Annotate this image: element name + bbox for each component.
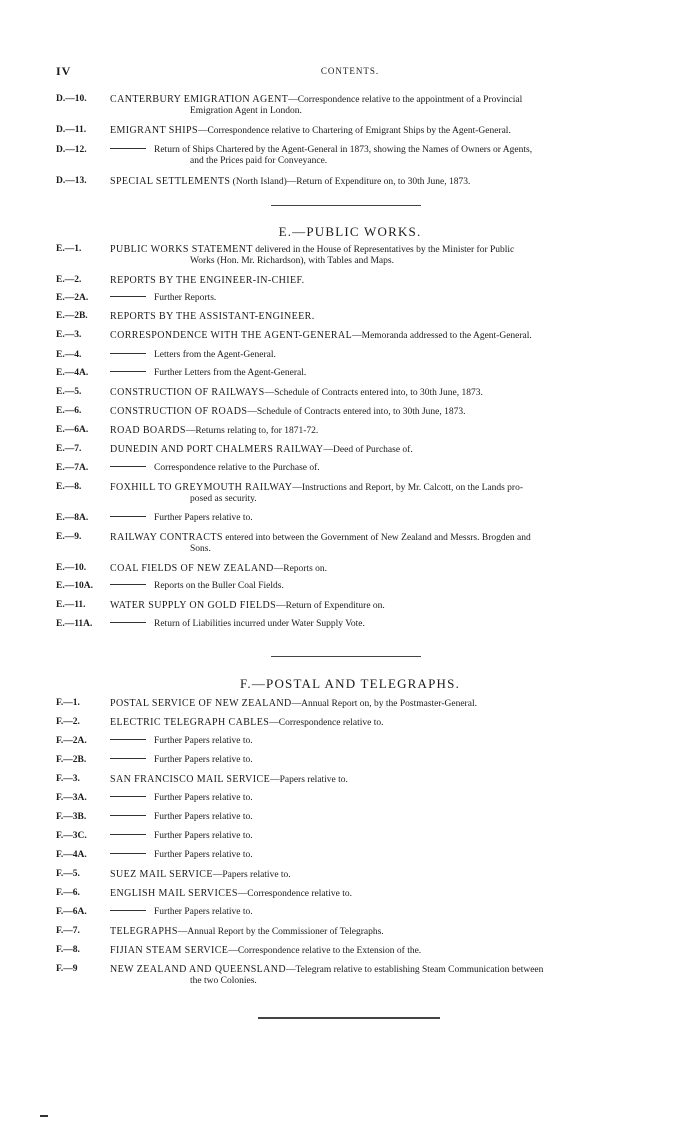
entry-body: [110, 888, 656, 900]
contents-entry: [56, 425, 656, 437]
contents-entry: [56, 244, 656, 267]
entry-description: Further Letters from the Agent-General.: [154, 368, 307, 378]
entry-body: [110, 125, 656, 137]
ditto-dash: [110, 758, 146, 759]
entry-code: F.—7.: [56, 926, 80, 936]
entry-continuation: Works (Hon. Mr. Richardson), with Tables and Maps.: [190, 256, 394, 266]
entry-code: E.—4A.: [56, 368, 89, 378]
entry-title: REPORTS BY THE ENGINEER-IN-CHIEF.: [110, 275, 305, 286]
entry-description: Further Papers relative to.: [154, 831, 253, 841]
contents-entry: [56, 581, 656, 592]
entry-description: —Schedule of Contracts entered into, to 30th June, 1873.: [247, 407, 466, 417]
entry-line: [110, 755, 656, 766]
entry-line: [110, 368, 656, 379]
ditto-dash: [110, 622, 146, 623]
entry-title: WATER SUPPLY ON GOLD FIELDS: [110, 600, 277, 611]
contents-entry: [56, 387, 656, 399]
contents-entry: [56, 926, 656, 938]
entry-body: [110, 926, 656, 938]
entry-description: Letters from the Agent-General.: [154, 350, 276, 360]
contents-entry: [56, 812, 656, 823]
section-divider: [271, 205, 421, 206]
ditto-dash: [110, 834, 146, 835]
entry-line: [110, 94, 656, 106]
section-heading-e: E.—PUBLIC WORKS.: [278, 224, 422, 239]
contents-entry: [56, 600, 656, 612]
entry-body: [110, 387, 656, 399]
entry-body: [110, 275, 656, 287]
entry-body: [110, 330, 656, 342]
entry-continuation: Emigration Agent in London.: [190, 106, 302, 116]
entry-description: Further Papers relative to.: [154, 513, 253, 523]
entry-continuation: posed as security.: [190, 494, 257, 504]
contents-entry: [56, 964, 656, 987]
entry-body: [110, 581, 656, 592]
ditto-dash: [110, 739, 146, 740]
entry-body: [110, 244, 656, 267]
entry-description: Correspondence relative to the Purchase of.: [154, 463, 320, 473]
entry-title: SPECIAL SETTLEMENTS: [110, 176, 231, 187]
contents-entry: [56, 444, 656, 456]
ditto-dash: [110, 353, 146, 354]
entry-code: E.—5.: [56, 387, 82, 397]
entry-code: D.—13.: [56, 176, 87, 186]
entry-body: [110, 698, 656, 710]
contents-entry: [56, 793, 656, 804]
entry-description: Further Reports.: [154, 293, 217, 303]
entry-line: [110, 850, 656, 861]
entry-continuation: the two Colonies.: [190, 976, 257, 986]
ditto-dash: [110, 853, 146, 854]
entry-body: [110, 293, 656, 304]
entry-line: [110, 619, 656, 630]
contents-entry: [56, 888, 656, 900]
contents-entry: [56, 619, 656, 630]
entry-code: F.—2.: [56, 717, 80, 727]
entry-description: —Schedule of Contracts entered into, to 30th June, 1873.: [264, 388, 483, 398]
entry-body: [110, 368, 656, 379]
entry-description: Further Papers relative to.: [154, 812, 253, 822]
entry-description: —Papers relative to.: [212, 870, 291, 880]
entry-code: F.—2B.: [56, 755, 87, 765]
contents-entry: [56, 293, 656, 304]
entry-continuation: and the Prices paid for Conveyance.: [190, 156, 328, 166]
entry-code: E.—6A.: [56, 425, 89, 435]
entry-body: [110, 463, 656, 474]
entry-code: E.—3.: [56, 330, 82, 340]
entry-line: [110, 176, 656, 188]
entry-title: RAILWAY CONTRACTS: [110, 532, 223, 543]
entry-description: —Return of Expenditure on.: [276, 601, 385, 611]
contents-entry: [56, 350, 656, 361]
entry-code: E.—11.: [56, 600, 86, 610]
entry-title: ROAD BOARDS: [110, 425, 186, 436]
contents-entry: [56, 774, 656, 786]
entry-title: TELEGRAPHS: [110, 926, 178, 937]
entry-body: [110, 444, 656, 456]
entry-description: —Papers relative to.: [270, 775, 348, 785]
entry-line: [110, 463, 656, 474]
entry-code: E.—11A.: [56, 619, 93, 629]
entry-description: —Correspondence relative to Chartering of Emigrant Ships by the Agent-General.: [197, 126, 511, 136]
entry-code: E.—2.: [56, 275, 82, 285]
entry-line: [110, 482, 656, 494]
entry-description: entered into between the Government of New Zealand and Messrs. Brogden and: [222, 533, 531, 543]
contents-entry: [56, 532, 656, 555]
entry-description: Return of Liabilities incurred under Water Supply Vote.: [154, 619, 365, 629]
contents-entry: [56, 563, 656, 575]
entry-description: —Memoranda addressed to the Agent-General.: [352, 331, 532, 341]
contents-entry: [56, 907, 656, 918]
contents-entry: [56, 717, 656, 729]
entry-code: F.—4A.: [56, 850, 87, 860]
ditto-dash: [110, 516, 146, 517]
entry-code: E.—2A.: [56, 293, 89, 303]
entry-code: E.—8A.: [56, 513, 89, 523]
entry-description: —Telegram relative to establishing Steam Communication between: [286, 965, 544, 975]
entry-code: D.—11.: [56, 125, 87, 135]
contents-entry: [56, 945, 656, 957]
entry-description: —Reports on.: [273, 564, 328, 574]
entry-code: D.—12.: [56, 145, 87, 155]
entry-description: —Annual Report on, by the Postmaster-General.: [291, 699, 477, 709]
entry-code: E.—7A.: [56, 463, 89, 473]
end-rule: [258, 1017, 440, 1021]
entry-line: [110, 311, 656, 323]
entry-body: [110, 600, 656, 612]
entry-title: SAN FRANCISCO MAIL SERVICE: [110, 774, 271, 785]
contents-entry: [56, 311, 656, 323]
entry-description: —Correspondence relative to the appointment of a Provincial: [288, 95, 523, 105]
entry-title: ELECTRIC TELEGRAPH CABLES: [110, 717, 270, 728]
entry-code: F.—3C.: [56, 831, 87, 841]
entry-title: COAL FIELDS OF NEW ZEALAND: [110, 563, 274, 574]
entry-line: [110, 831, 656, 842]
entry-body: [110, 907, 656, 918]
entry-line: [110, 964, 656, 976]
contents-entry: [56, 463, 656, 474]
entry-body: [110, 850, 656, 861]
ditto-dash: [110, 910, 146, 911]
entry-line: [110, 600, 656, 612]
entry-body: [110, 176, 656, 188]
entry-title: PUBLIC WORKS STATEMENT: [110, 244, 253, 255]
entry-code: F.—9: [56, 964, 78, 974]
entry-continuation: Sons.: [190, 544, 211, 554]
contents-entry: [56, 94, 656, 117]
entry-title: DUNEDIN AND PORT CHALMERS RAILWAY: [110, 444, 324, 455]
entry-code: F.—5.: [56, 869, 80, 879]
entry-description: Further Papers relative to.: [154, 850, 253, 860]
ditto-dash: [110, 796, 146, 797]
entry-code: D.—10.: [56, 94, 87, 104]
page-number: IV: [56, 64, 72, 78]
entry-code: F.—6A.: [56, 907, 87, 917]
entry-title: CONSTRUCTION OF RAILWAYS: [110, 387, 265, 398]
entry-code: E.—10A.: [56, 581, 93, 591]
entry-line: [110, 717, 656, 729]
contents-entry: [56, 176, 656, 188]
entry-line: [110, 444, 656, 456]
entry-line: [110, 244, 656, 256]
entry-description: —Correspondence relative to.: [269, 718, 384, 728]
entry-code: F.—1.: [56, 698, 80, 708]
entry-line: [110, 869, 656, 881]
entry-line: [110, 145, 656, 156]
ditto-dash: [110, 296, 146, 297]
entry-line: [110, 793, 656, 804]
entry-line: [110, 945, 656, 957]
entry-description: Further Papers relative to.: [154, 736, 253, 746]
entry-description: (North Island)—Return of Expenditure on, to 30th June, 1873.: [230, 177, 471, 187]
entry-line: [110, 275, 656, 287]
entry-title: NEW ZEALAND AND QUEENSLAND: [110, 964, 287, 975]
entry-code: E.—1.: [56, 244, 82, 254]
entry-body: [110, 482, 656, 505]
entry-description: delivered in the House of Representatives by the Minister for Public: [252, 245, 515, 255]
contents-entry: [56, 755, 656, 766]
entry-line: [110, 513, 656, 524]
entry-description: Further Papers relative to.: [154, 793, 253, 803]
ditto-dash: [110, 371, 146, 372]
entry-line: [110, 532, 656, 544]
entry-body: [110, 145, 656, 167]
entry-line: [110, 350, 656, 361]
entry-body: [110, 532, 656, 555]
entry-body: [110, 793, 656, 804]
entry-line: [110, 563, 656, 575]
running-head: CONTENTS.: [320, 66, 380, 76]
entry-body: [110, 406, 656, 418]
entry-title: FOXHILL TO GREYMOUTH RAILWAY: [110, 482, 293, 493]
ditto-dash: [110, 584, 146, 585]
entry-body: [110, 774, 656, 786]
entry-line: [110, 406, 656, 418]
stray-mark: [40, 1115, 48, 1117]
entry-description: Further Papers relative to.: [154, 907, 253, 917]
contents-entry: [56, 275, 656, 287]
contents-entry: [56, 513, 656, 524]
entry-line: [110, 330, 656, 342]
entry-code: F.—3B.: [56, 812, 87, 822]
entry-line: [110, 125, 656, 137]
entry-body: [110, 964, 656, 987]
entry-description: Reports on the Buller Coal Fields.: [154, 581, 284, 591]
ditto-dash: [110, 466, 146, 467]
entry-body: [110, 94, 656, 117]
entry-body: [110, 812, 656, 823]
entry-description: —Correspondence relative to.: [237, 889, 353, 899]
entry-body: [110, 350, 656, 361]
entry-line: [110, 698, 656, 710]
entry-title: POSTAL SERVICE OF NEW ZEALAND: [110, 698, 292, 709]
entry-code: E.—4.: [56, 350, 82, 360]
entry-line: [110, 774, 656, 786]
entry-body: [110, 563, 656, 575]
entry-line: [110, 907, 656, 918]
entry-title: ENGLISH MAIL SERVICES: [110, 888, 238, 899]
contents-entry: [56, 330, 656, 342]
contents-entry: [56, 145, 656, 167]
entry-description: Further Papers relative to.: [154, 755, 253, 765]
contents-entry: [56, 850, 656, 861]
entry-code: E.—7.: [56, 444, 82, 454]
ditto-dash: [110, 148, 146, 149]
entry-description: —Returns relating to, for 1871-72.: [185, 426, 319, 436]
entry-line: [110, 293, 656, 304]
contents-entry: [56, 125, 656, 137]
entry-code: F.—8.: [56, 945, 80, 955]
entry-code: E.—8.: [56, 482, 82, 492]
entry-title: FIJIAN STEAM SERVICE: [110, 945, 229, 956]
entry-code: E.—10.: [56, 563, 87, 573]
entry-body: [110, 755, 656, 766]
entry-body: [110, 869, 656, 881]
entry-title: SUEZ MAIL SERVICE: [110, 869, 213, 880]
entry-title: EMIGRANT SHIPS: [110, 125, 198, 136]
contents-entry: [56, 406, 656, 418]
entry-body: [110, 717, 656, 729]
entry-line: [110, 812, 656, 823]
entry-title: REPORTS BY THE ASSISTANT-ENGINEER.: [110, 311, 315, 322]
entry-body: [110, 425, 656, 437]
entry-code: F.—6.: [56, 888, 80, 898]
contents-entry: [56, 482, 656, 505]
entry-description: Return of Ships Chartered by the Agent-General in 1873, showing the Names of Owners or Agents,: [154, 145, 533, 155]
entry-description: —Annual Report by the Commissioner of Telegraphs.: [177, 927, 384, 937]
entry-code: E.—2B.: [56, 311, 88, 321]
contents-entry: [56, 368, 656, 379]
entry-title: CONSTRUCTION OF ROADS: [110, 406, 248, 417]
entry-code: F.—2A.: [56, 736, 87, 746]
contents-entry: [56, 831, 656, 842]
entry-code: E.—9.: [56, 532, 82, 542]
entry-code: F.—3A.: [56, 793, 87, 803]
entry-line: [110, 425, 656, 437]
entry-body: [110, 513, 656, 524]
entry-line: [110, 581, 656, 592]
entry-code: F.—3.: [56, 774, 80, 784]
entry-line: [110, 736, 656, 747]
section-heading-f: F.—POSTAL AND TELEGRAPHS.: [239, 676, 461, 691]
entry-line: [110, 387, 656, 399]
contents-entry: [56, 736, 656, 747]
entry-title: CORRESPONDENCE WITH THE AGENT-GENERAL: [110, 330, 353, 341]
entry-body: [110, 619, 656, 630]
entry-description: —Correspondence relative to the Extension of the.: [228, 946, 422, 956]
entry-body: [110, 736, 656, 747]
entry-body: [110, 945, 656, 957]
contents-entry: [56, 869, 656, 881]
entry-title: CANTERBURY EMIGRATION AGENT: [110, 94, 289, 105]
entry-line: [110, 888, 656, 900]
ditto-dash: [110, 815, 146, 816]
contents-entry: [56, 698, 656, 710]
entry-description: —Instructions and Report, by Mr. Calcott, on the Lands pro-: [292, 483, 524, 493]
entry-body: [110, 311, 656, 323]
entry-description: —Deed of Purchase of.: [323, 445, 413, 455]
entry-line: [110, 926, 656, 938]
entry-body: [110, 831, 656, 842]
section-divider: [271, 656, 421, 657]
entry-code: E.—6.: [56, 406, 82, 416]
